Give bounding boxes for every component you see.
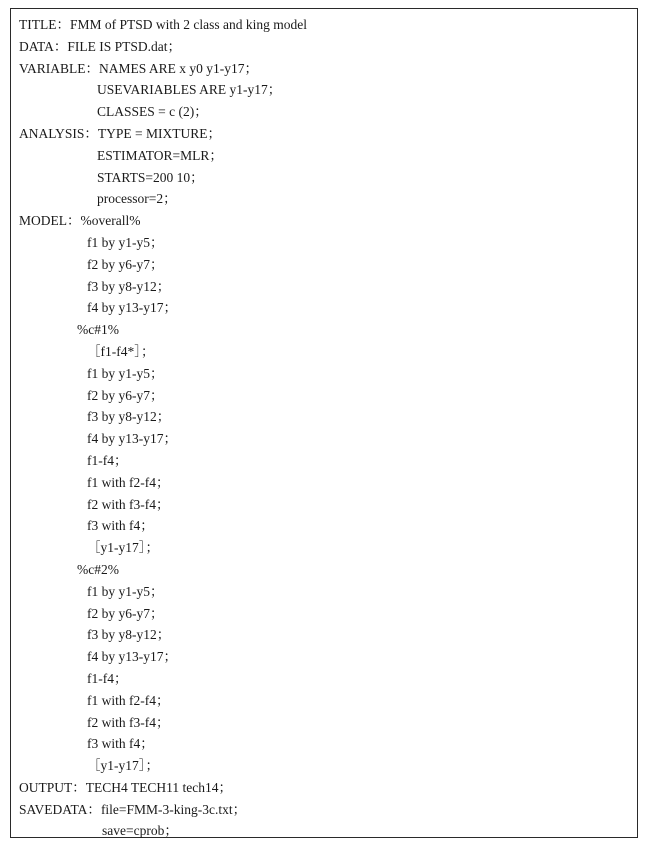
code-line-text: f1-f4； <box>87 670 128 686</box>
code-keyword-label: MODEL： <box>19 213 81 229</box>
code-line-text: NAMES ARE x y0 y1-y17； <box>99 60 259 76</box>
code-line-text: TECH4 TECH11 tech14； <box>85 779 232 795</box>
mplus-syntax-block <box>19 14 629 842</box>
code-line-text: FMM of PTSD with 2 class and king model <box>69 17 307 32</box>
code-line-text: STARTS=200 10； <box>97 169 204 185</box>
code-line <box>19 188 629 210</box>
code-line-text: f4 by y13-y17； <box>87 300 177 316</box>
code-line <box>19 712 629 734</box>
code-line-text: f3 with f4； <box>87 736 154 752</box>
code-line-text: f1 with f2-f4； <box>87 692 170 708</box>
code-line <box>19 733 629 755</box>
code-line-text: save=cprob； <box>102 823 178 839</box>
code-line <box>19 799 629 821</box>
code-line-text: CLASSES = c (2)； <box>97 104 208 120</box>
code-line <box>19 363 629 385</box>
code-line-text: %c#1% <box>77 322 119 338</box>
code-line <box>19 385 629 407</box>
code-line <box>19 777 629 799</box>
code-keyword-label: DATA： <box>19 38 68 54</box>
code-listing-frame <box>10 8 638 838</box>
code-keyword-label: VARIABLE： <box>19 60 100 76</box>
code-line-text: f3 by y8-y12； <box>87 278 171 294</box>
code-line-text: ［y1-y17］； <box>87 758 159 774</box>
code-line <box>19 668 629 690</box>
code-line <box>19 254 629 276</box>
code-keyword-label: TITLE： <box>19 17 70 32</box>
code-line <box>19 559 629 581</box>
code-line <box>19 406 629 428</box>
code-line <box>19 755 629 777</box>
code-line <box>19 297 629 319</box>
code-line-text: processor=2； <box>97 191 177 207</box>
code-line-text: ［y1-y17］； <box>87 540 159 556</box>
code-line-text: TYPE = MIXTURE； <box>97 125 222 141</box>
code-line <box>19 450 629 472</box>
code-line-text: f2 by y6-y7； <box>87 605 164 621</box>
code-line <box>19 494 629 516</box>
code-line <box>19 79 629 101</box>
code-line-text: %c#2% <box>77 561 119 577</box>
code-line <box>19 624 629 646</box>
code-line <box>19 36 629 58</box>
code-keyword-label: SAVEDATA： <box>19 801 101 817</box>
code-keyword-label: OUTPUT： <box>19 779 86 795</box>
code-line-text: f2 with f3-f4； <box>87 714 170 730</box>
code-line <box>19 646 629 668</box>
code-line-text: f1 with f2-f4； <box>87 474 170 490</box>
code-line-text: f4 by y13-y17； <box>87 431 177 447</box>
code-line <box>19 276 629 298</box>
code-line-text: f1 by y1-y5； <box>87 234 164 250</box>
code-line-text: USEVARIABLES ARE y1-y17； <box>97 82 282 98</box>
code-line <box>19 123 629 145</box>
code-line <box>19 537 629 559</box>
code-line-text: FILE IS PTSD.dat； <box>67 38 182 54</box>
code-line <box>19 581 629 603</box>
code-line <box>19 341 629 363</box>
code-line-text: f3 with f4； <box>87 518 154 534</box>
code-line-text: f2 with f3-f4； <box>87 496 170 512</box>
code-keyword-label: ANALYSIS： <box>19 125 98 141</box>
code-line-text: f1 by y1-y5； <box>87 365 164 381</box>
code-line <box>19 232 629 254</box>
code-line <box>19 101 629 123</box>
code-line <box>19 14 629 36</box>
code-line <box>19 210 629 232</box>
code-line <box>19 428 629 450</box>
code-line-text: f3 by y8-y12； <box>87 627 171 643</box>
code-line <box>19 319 629 341</box>
code-line-text: f2 by y6-y7； <box>87 387 164 403</box>
code-line <box>19 167 629 189</box>
code-line <box>19 603 629 625</box>
code-line-text: f1-f4； <box>87 452 128 468</box>
code-line-text: f4 by y13-y17； <box>87 649 177 665</box>
code-line-text: ESTIMATOR=MLR； <box>97 147 223 163</box>
code-line-text: f1 by y1-y5； <box>87 583 164 599</box>
code-line-text: f2 by y6-y7； <box>87 256 164 272</box>
code-line <box>19 472 629 494</box>
code-line <box>19 515 629 537</box>
code-line <box>19 145 629 167</box>
code-line <box>19 820 629 842</box>
code-line <box>19 58 629 80</box>
code-line-text: file=FMM-3-king-3c.txt； <box>100 801 247 817</box>
code-line <box>19 690 629 712</box>
code-line-text: ［f1-f4*］； <box>87 343 155 359</box>
code-line-text: f3 by y8-y12； <box>87 409 171 425</box>
code-line-text: %overall% <box>80 213 141 229</box>
